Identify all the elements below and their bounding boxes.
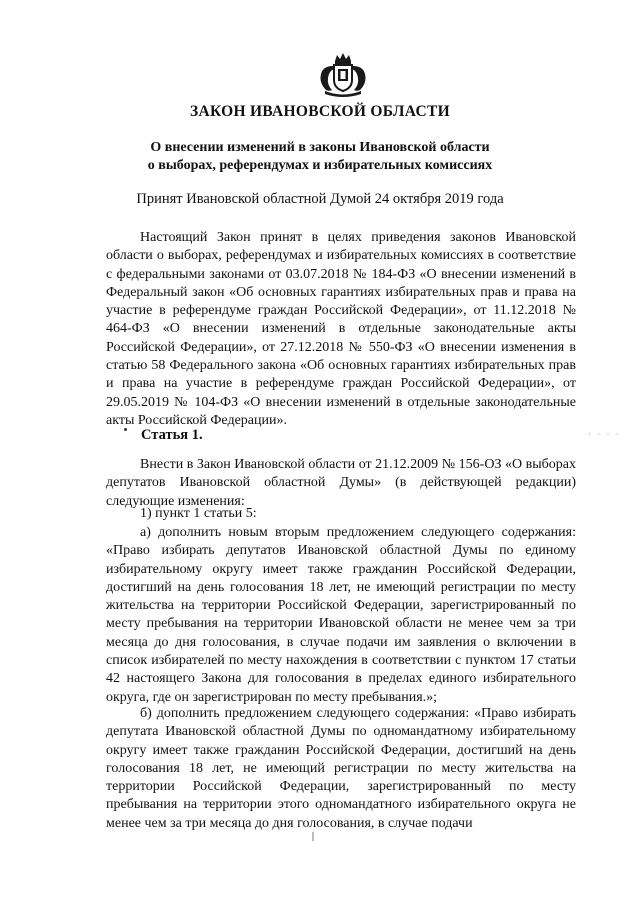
scan-speckle: · · · · <box>588 429 621 439</box>
article-intro-paragraph: Внести в Закон Ивановской области от 21.12.2009 № 156-ОЗ «О выборах депутатов Ивановской областной Думы» (в действующей редакции) следующие изменения: <box>106 457 576 509</box>
law-title: ЗАКОН ИВАНОВСКОЙ ОБЛАСТИ <box>190 103 450 120</box>
amendment-item-1: 1) пункт 1 статьи 5: <box>140 506 257 521</box>
scan-speckle-bottom <box>312 832 314 841</box>
scan-mark <box>124 428 127 431</box>
ivanovo-oblast-coat-of-arms-icon <box>315 52 371 98</box>
amendment-item-1a: а) дополнить новым вторым предложением следующего содержания: «Право избирать депутатов Ивановской областной Думы по единому избирательному округу имеет также гражданин Российской Федерации, достигший на день голосования 18 лет, не имеющий регистрации по месту жительства на территории Российской Федерации, зарегистрированный по месту пребывания на территории Ивановской области не менее чем за три месяца до дня голосования, в случае подачи им заявления о включении в список избирателей по месту нахождения в соответствии с пунктом 17 статьи 42 настоящего Закона для голосования в пределах единого избирательного округа, где он зарегистрирован по месту пребывания.»; <box>106 525 576 705</box>
amendment-item-1b: б) дополнить предложением следующего содержания: «Право избирать депутата Ивановской областной Думы по одномандатному избирательному округу имеет также гражданин Российской Федерации, достигший на день голосования 18 лет, не имеющий регистрации по месту жительства на территории Российской Федерации, зарегистрированный по месту пребывания на территории этого одномандатного избирательного округа не менее чем за три месяца до дня голосования, в случае подачи <box>106 706 576 831</box>
adoption-statement: Принят Ивановской областной Думой 24 октября 2019 года <box>136 191 504 207</box>
law-subtitle-line-1: О внесении изменений в законы Ивановской области <box>150 140 490 155</box>
law-subtitle-line-2: о выборах, референдумах и избирательных комиссиях <box>147 158 493 173</box>
article-heading: Статья 1. <box>141 427 203 443</box>
preamble-paragraph: Настоящий Закон принят в целях приведения законов Ивановской области о выборах, референдумах и избирательных комиссиях в соответствие с федеральными законами от 03.07.2018 № 184-ФЗ «О внесении изменений в Федеральный закон «Об основных гарантиях избирательных прав и права на участие в референдуме граждан Российской Федерации», от 11.12.2018 № 464-ФЗ «О внесении изменений в отдельные законодательные акты Российской Федерации», от 27.12.2018 № 550-ФЗ «О внесении изменения в статью 58 Федерального закона «Об основных гарантиях избирательных прав и права на участие в референдуме граждан Российской Федерации», от 29.05.2019 № 104-ФЗ «О внесении изменений в отдельные законодательные акты Российской Федерации». <box>106 230 576 428</box>
